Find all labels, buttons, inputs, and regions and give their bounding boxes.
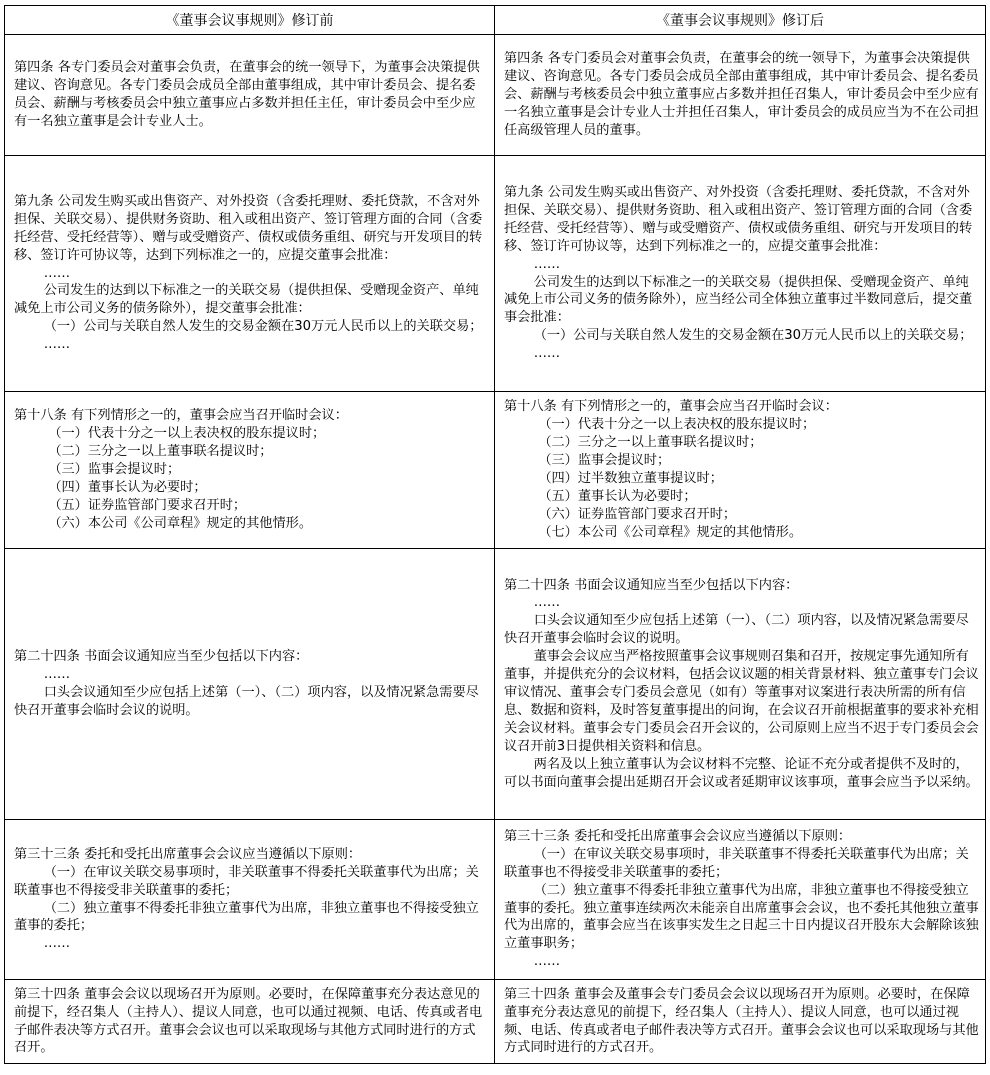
ellipsis: …… [533,595,561,611]
paragraph: 第三十三条 委托和受托出席董事会会议应当遵循以下原则： [504,828,852,844]
paragraph: 第三十三条 委托和受托出席董事会会议应当遵循以下原则： [14,846,362,862]
list-item: （二）独立董事不得委托非独立董事代为出席，非独立董事也不得接受独立董事的委托； [14,900,479,934]
paragraph: 口头会议通知至少应包括上述第（一）、（二）项内容，以及情况紧急需要尽快召开董事会临时会议的说明。 [504,613,969,647]
ellipsis: …… [43,265,71,281]
paragraph: 董事会会议应当严格按照董事会议事规则召集和召开，按规定事先通知所有董事，并提供充分的会议材料，包括会议议题的相关背景材料、独立董事专门会议审议情况、董事会专门委员会意见（如有）等董事对议案进行表决所需的所有信息、数据和资料，及时答复董事提出的问询，在会议召开前根据董事的要求补充相关会议材料。董事会专门委员会召开会议的，公司原则上应当不迟于专门委员会会议召开前3日提供相关资料和信息。 [504,649,979,754]
paragraph: 公司发生的达到以下标准之一的关联交易（提供担保、受赠现金资产、单纯减免上市公司义务的债务除外），应当经公司全体独立董事过半数同意后，提交董事会批准： [504,274,973,326]
cell-before [5,156,495,392]
table-row [5,35,986,156]
paragraph: 第三十四条 董事会及董事会专门委员会会议以现场召开为原则。必要时，在保障董事充分表达意见的前提下，经召集人（主持人）、提议人同意，也可以通过视频、电话、传真或者电子邮件表决等方式召开。董事会会议也可以采取现场与其他方式同时进行的方式召开。 [504,986,979,1056]
list-item: （二）三分之一以上董事联名提议时； [48,444,273,460]
table-row [5,820,986,980]
table-row [5,980,986,1064]
paragraph: 第二十四条 书面会议通知应当至少包括以下内容： [14,649,309,665]
cell-before [5,820,495,980]
cell-after [495,35,986,156]
ellipsis: …… [43,667,71,683]
ellipsis: …… [533,346,561,362]
list-item: （一）代表十分之一以上表决权的股东提议时； [538,417,816,433]
list-item: （四）过半数独立董事提议时； [538,471,723,486]
table-row [5,392,986,549]
paragraph: 第四条 各专门委员会对董事会负责，在董事会的统一领导下，为董事会决策提供建议、咨询意见。各专门委员会成员全部由董事组成，其中审计委员会、提名委员会、薪酬与考核委员会中独立董事应占多数并担任主任，审计委员会中至少应有一名独立董事是会计专业人士。 [14,60,480,129]
cell-after [495,156,986,392]
ellipsis: …… [43,936,71,952]
header-before: 《董事会议事规则》修订前 [5,6,495,35]
list-item: （四）董事长认为必要时； [48,479,207,495]
header-after: 《董事会议事规则》修订后 [495,6,986,35]
ellipsis: …… [533,954,561,970]
ellipsis: …… [43,337,71,353]
list-item: （五）证券监管部门要求召开时； [48,497,247,513]
list-item: （一）代表十分之一以上表决权的股东提议时； [48,426,326,442]
cell-before [5,980,495,1064]
paragraph: 第三十四条 董事会会议以现场召开为原则。必要时，在保障董事充分表达意见的前提下，经召集人（主持人）、提议人同意，也可以通过视频、电话、传真或者电子邮件表决等方式召开。董事会会议也可以采取现场与其他方式同时进行的方式召开。 [14,986,483,1056]
paragraph: 第九条 公司发生购买或出售资产、对外投资（含委托理财、委托贷款，不含对外担保、关联交易）、提供财务资助、租入或租出资产、签订管理方面的合同（含委托经营、受托经营等）、赠与或受赠资产、债权或债务重组、研究与开发项目的转移、签订许可协议等，达到下列标准之一的，应提交董事会批准： [504,184,973,254]
cell-after [495,549,986,820]
paragraph: 两名及以上独立董事认为会议材料不完整、论证不充分或者提供不及时的，可以书面向董事会提出延期召开会议或者延期审议该事项，董事会应当予以采纳。 [504,756,979,790]
cell-before [5,35,495,156]
list-item: （三）监事会提议时； [48,462,181,478]
paragraph: 公司发生的达到以下标准之一的关联交易（提供担保、受赠现金资产、单纯减免上市公司义务的债务除外），提交董事会批准： [14,283,479,317]
revision-comparison-table [4,5,986,1064]
paragraph: 第十八条 有下列情形之一的，董事会应当召开临时会议： [14,408,348,424]
paragraph: 口头会议通知至少应包括上述第（一）、（二）项内容，以及情况紧急需要尽快召开董事会临时会议的说明。 [14,685,479,718]
paragraph: 第二十四条 书面会议通知应当至少包括以下内容： [504,577,799,593]
cell-before [5,392,495,549]
paragraph: 第四条 各专门委员会对董事会负责，在董事会的统一领导下，为董事会决策提供建议、咨询意见。各专门委员会成员全部由董事组成，其中审计委员会、提名委员会、薪酬与考核委员会中独立董事应占多数并担任召集人，审计委员会中至少应有一名独立董事是会计专业人士并担任召集人，审计委员会的成员应当为不在公司担任高级管理人员的董事。 [504,51,979,138]
header-row [5,6,986,35]
cell-after [495,980,986,1064]
cell-after [495,392,986,549]
cell-before [5,549,495,820]
list-item: （二）三分之一以上董事联名提议时； [538,435,763,451]
list-item: （一）在审议关联交易事项时，非关联董事不得委托关联董事代为出席；关联董事也不得接受非关联董事的委托； [14,864,479,898]
paragraph: （一）公司与关联自然人发生的交易金额在30万元人民币以上的关联交易； [43,319,483,335]
paragraph: 第九条 公司发生购买或出售资产、对外投资（含委托理财、委托贷款，不含对外担保、关联交易）、提供财务资助、租入或租出资产、签订管理方面的合同（含委托经营、受托经营等）、赠与或受赠资产、债权或债务重组、研究与开发项目的转移、签订许可协议等，达到下列标准之一的，应提交董事会批准： [14,193,483,263]
ellipsis: …… [533,256,561,272]
paragraph: 第十八条 有下列情形之一的，董事会应当召开临时会议： [504,399,838,415]
list-item: （七）本公司《公司章程》规定的其他情形。 [538,524,803,540]
table-row [5,156,986,392]
list-item: （六）本公司《公司章程》规定的其他情形。 [48,515,313,531]
list-item: （五）董事长认为必要时； [538,488,697,504]
paragraph: （一）公司与关联自然人发生的交易金额在30万元人民币以上的关联交易； [533,328,973,344]
list-item: （一）在审议关联交易事项时，非关联董事不得委托关联董事代为出席；关联董事也不得接受非关联董事的委托； [504,846,969,880]
list-item: （六）证券监管部门要求召开时； [538,506,737,522]
table-row [5,549,986,820]
list-item: （三）监事会提议时； [538,453,671,469]
cell-after [495,820,986,980]
list-item: （二）独立董事不得委托非独立董事代为出席，非独立董事也不得接受独立董事的委托。独立董事连续两次未能亲自出席董事会会议，也不委托其他独立董事代为出席的，董事会应当在该事实发生之日起三十日内提议召开股东大会解除该独立董事职务； [504,882,979,952]
